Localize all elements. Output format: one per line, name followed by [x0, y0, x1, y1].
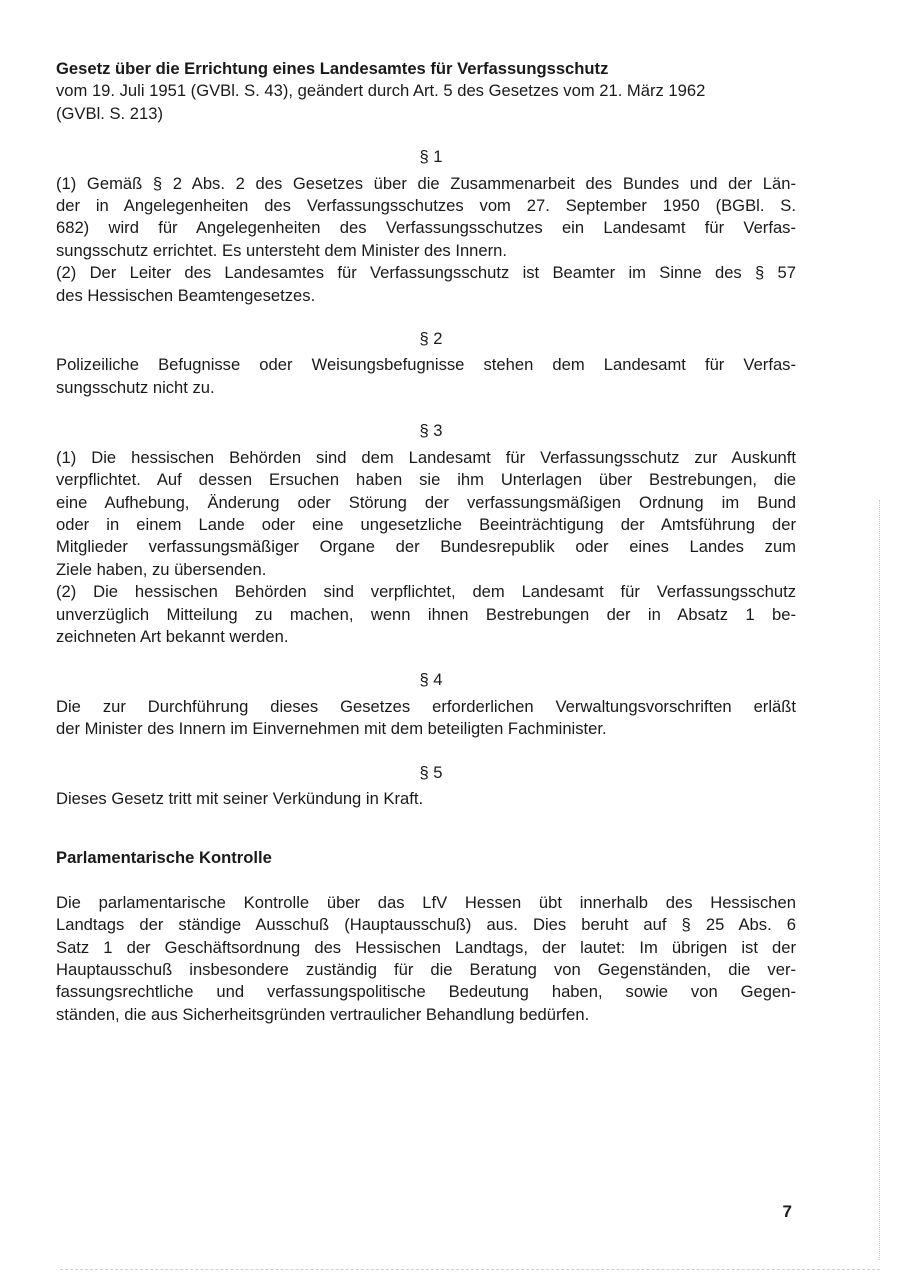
- section-3-line: unverzüglich Mitteilung zu machen, wenn ihnen Bestrebungen der in Absatz 1 be-: [56, 604, 796, 624]
- section-mark-5: § 5: [419, 762, 443, 782]
- document-page: [56, 58, 796, 1026]
- section-2-line: sungsschutz nicht zu.: [56, 377, 215, 397]
- section-1-line: 682) wird für Angelegenheiten des Verfassungsschutzes ein Landesamt für Verfas-: [56, 218, 796, 238]
- section-1-line: (1) Gemäß § 2 Abs. 2 des Gesetzes über die Zusammenarbeit des Bundes und der Län-: [56, 173, 796, 193]
- section-5-line: Dieses Gesetz tritt mit seiner Verkündung in Kraft.: [56, 788, 424, 808]
- section-3-line: (2) Die hessischen Behörden sind verpflichtet, dem Landesamt für Verfassungsschutz: [56, 582, 796, 602]
- section-1-line: des Hessischen Beamtengesetzes.: [56, 285, 316, 305]
- control-heading: Parlamentarische Kontrolle: [56, 848, 272, 868]
- scan-edge-artifact: [878, 500, 880, 1260]
- scan-bottom-artifact: [60, 1268, 880, 1270]
- section-mark-2: § 2: [419, 329, 443, 349]
- law-title: Gesetz über die Errichtung eines Landesamtes für Verfassungsschutz: [56, 59, 609, 78]
- section-3-line: verpflichtet. Auf dessen Ersuchen haben sie ihm Unterlagen über Bestrebungen, die: [56, 470, 796, 490]
- section-2-line: Polizeiliche Befugnisse oder Weisungsbefugnisse stehen dem Landesamt für Verfas-: [56, 355, 796, 375]
- section-1-line: (2) Der Leiter des Landesamtes für Verfassungsschutz ist Beamter im Sinne des § 57: [56, 263, 796, 283]
- section-1-line: sungsschutz errichtet. Es untersteht dem Minister des Innern.: [56, 240, 508, 260]
- section-3-line: Mitglieder verfassungsmäßiger Organe der Bundesrepublik oder eines Landes zum: [56, 537, 796, 557]
- control-line: Landtags der ständige Ausschuß (Hauptausschuß) aus. Dies beruht auf § 25 Abs. 6: [56, 915, 796, 935]
- control-line: Satz 1 der Geschäftsordnung des Hessischen Landtags, der lautet: Im übrigen ist der: [56, 937, 796, 957]
- control-line: fassungsrechtliche und verfassungspolitische Bedeutung haben, sowie von Gegen-: [56, 982, 796, 1002]
- section-mark-4: § 4: [419, 670, 443, 690]
- section-3-line: Ziele haben, zu übersenden.: [56, 559, 267, 579]
- section-4-line: der Minister des Innern im Einvernehmen mit dem beteiligten Fachminister.: [56, 719, 607, 739]
- control-line: Hauptausschuß insbesondere zuständig für die Beratung von Gegenständen, die ver-: [56, 960, 796, 979]
- section-4-line: Die zur Durchführung dieses Gesetzes erforderlichen Verwaltungsvorschriften erläßt: [56, 696, 796, 716]
- section-3-line: oder in einem Lande oder eine ungesetzliche Beeinträchtigung der Amtsführung der: [56, 514, 796, 534]
- section-1-line: der in Angelegenheiten des Verfassungsschutzes vom 27. September 1950 (BGBl. S.: [56, 196, 796, 216]
- section-3-line: zeichneten Art bekannt werden.: [56, 626, 289, 646]
- control-line: ständen, die aus Sicherheitsgründen vertraulicher Behandlung bedürfen.: [56, 1004, 590, 1024]
- page-number: 7: [782, 1202, 792, 1221]
- law-gazette-line: (GVBl. S. 213): [56, 103, 163, 123]
- control-line: Die parlamentarische Kontrolle über das LfV Hessen übt innerhalb des Hessischen: [56, 892, 796, 912]
- law-date-line: vom 19. Juli 1951 (GVBl. S. 43), geändert durch Art. 5 des Gesetzes vom 21. März 1962: [56, 81, 706, 101]
- section-mark-1: § 1: [419, 147, 443, 167]
- section-mark-3: § 3: [419, 421, 443, 441]
- section-3-line: eine Aufhebung, Änderung oder Störung der verfassungsmäßigen Ordnung im Bund: [56, 492, 796, 512]
- section-3-line: (1) Die hessischen Behörden sind dem Landesamt für Verfassungsschutz zur Auskunft: [56, 447, 796, 467]
